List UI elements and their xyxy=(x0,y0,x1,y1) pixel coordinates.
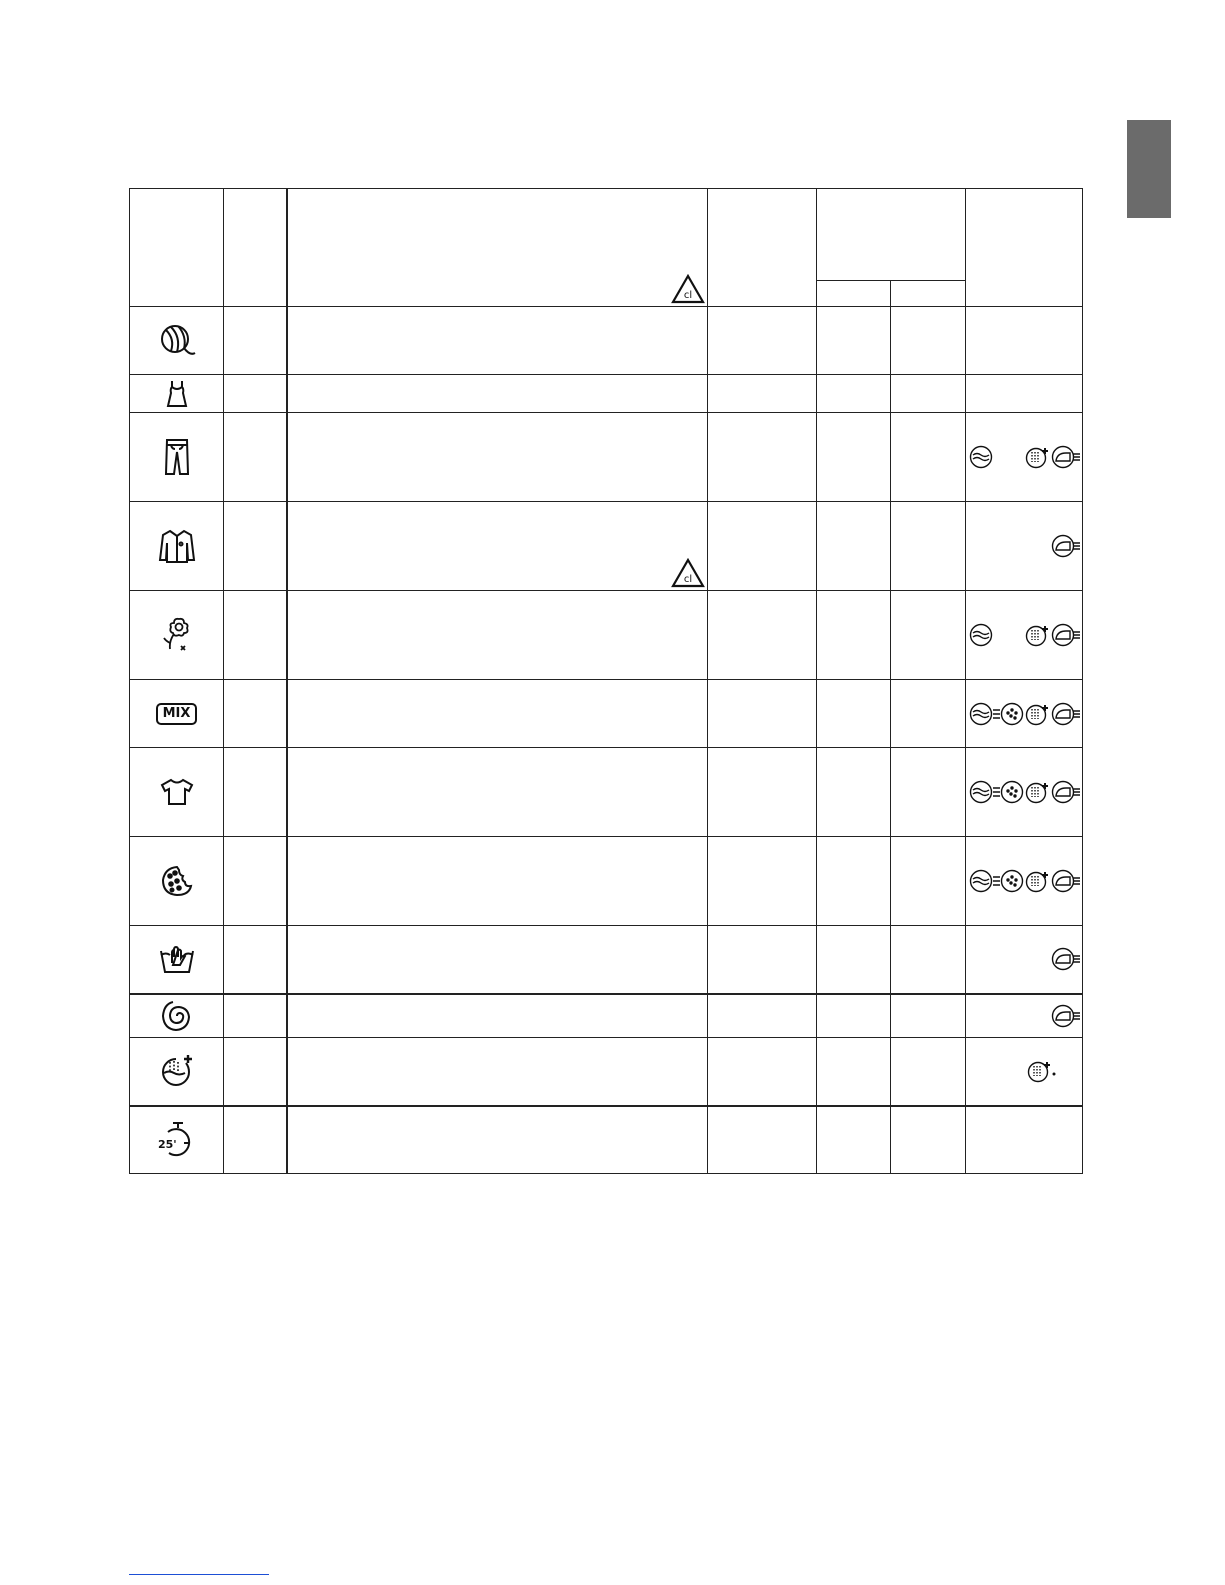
options-cell xyxy=(966,680,1083,748)
load-cell xyxy=(708,926,817,994)
description-cell xyxy=(287,926,708,994)
temp-cell xyxy=(224,1106,287,1174)
extra-rinse-icon xyxy=(1027,1059,1057,1083)
detergent-prewash-cell xyxy=(817,502,891,591)
extra-rinse-icon xyxy=(1025,623,1049,647)
rinse-plus-icon xyxy=(158,1053,196,1089)
detergent-main-cell xyxy=(891,502,966,591)
stain-icon xyxy=(159,864,195,898)
program-cell xyxy=(130,375,224,413)
detergent-main-cell xyxy=(891,1106,966,1174)
header-cell-description xyxy=(287,189,708,307)
options-cell xyxy=(966,926,1083,994)
table-header-row xyxy=(130,189,1083,281)
description-cell xyxy=(287,680,708,748)
options-cell xyxy=(966,837,1083,926)
extra-rinse-icon xyxy=(1025,869,1049,893)
temp-cell xyxy=(224,502,287,591)
easy-iron-icon xyxy=(1051,1004,1081,1028)
table-row xyxy=(130,994,1083,1038)
extra-rinse-icon xyxy=(1025,445,1049,469)
table-row xyxy=(130,926,1083,994)
temp-cell xyxy=(224,837,287,926)
detergent-prewash-cell xyxy=(817,680,891,748)
table-row xyxy=(130,502,1083,591)
mix-icon: MIX xyxy=(156,703,198,725)
wash-program-table xyxy=(129,188,1083,1174)
temp-cell xyxy=(224,413,287,502)
description-cell xyxy=(287,1106,708,1174)
wave-option-icon xyxy=(969,869,993,893)
detergent-prewash-cell xyxy=(817,413,891,502)
table-row xyxy=(130,748,1083,837)
detergent-main-cell xyxy=(891,375,966,413)
load-cell xyxy=(708,502,817,591)
wave-option-icon xyxy=(969,702,993,726)
prewash-icon xyxy=(992,780,1024,804)
header-cell-temperature xyxy=(224,189,287,307)
detergent-prewash-cell xyxy=(817,1038,891,1106)
program-cell xyxy=(130,1038,224,1106)
description-cell xyxy=(287,748,708,837)
extra-rinse-icon xyxy=(1025,780,1049,804)
easy-iron-icon xyxy=(1051,702,1081,726)
wave-option-icon xyxy=(969,623,993,647)
description-cell xyxy=(287,502,708,591)
detergent-main-cell xyxy=(891,591,966,680)
temp-cell xyxy=(224,591,287,680)
table-row xyxy=(130,680,1083,748)
table-row xyxy=(130,375,1083,413)
detergent-prewash-cell xyxy=(817,748,891,837)
options-cell xyxy=(966,1038,1083,1106)
detergent-main-cell xyxy=(891,680,966,748)
description-cell xyxy=(287,837,708,926)
description-cell xyxy=(287,413,708,502)
detergent-main-cell xyxy=(891,994,966,1038)
load-cell xyxy=(708,307,817,375)
hand-wash-icon xyxy=(158,943,196,975)
program-cell xyxy=(130,926,224,994)
program-cell xyxy=(130,837,224,926)
program-cell xyxy=(130,994,224,1038)
program-cell xyxy=(130,502,224,591)
jeans-icon xyxy=(163,437,191,477)
svg-text:25': 25' xyxy=(157,1137,177,1151)
program-cell xyxy=(130,680,224,748)
temp-cell xyxy=(224,307,287,375)
description-cell xyxy=(287,1038,708,1106)
program-cell xyxy=(130,1106,224,1174)
detergent-prewash-cell xyxy=(817,307,891,375)
options-cell xyxy=(966,375,1083,413)
detergent-prewash-cell xyxy=(817,926,891,994)
options-cell xyxy=(966,748,1083,837)
temp-cell xyxy=(224,680,287,748)
temp-cell xyxy=(224,994,287,1038)
load-cell xyxy=(708,837,817,926)
temp-cell xyxy=(224,748,287,837)
prewash-icon xyxy=(992,869,1024,893)
detergent-prewash-cell xyxy=(817,375,891,413)
table-row xyxy=(130,591,1083,680)
header-cell-detergent-prewash xyxy=(817,281,891,307)
program-cell xyxy=(130,591,224,680)
table-row xyxy=(130,413,1083,502)
chlorine-warning-icon xyxy=(671,274,705,304)
header-cell-options xyxy=(966,189,1083,307)
extra-rinse-icon xyxy=(1025,702,1049,726)
svg-text:cl: cl xyxy=(683,574,693,585)
easy-iron-icon xyxy=(1051,534,1081,558)
temp-cell xyxy=(224,1038,287,1106)
header-cell-detergent xyxy=(817,189,966,281)
detergent-main-cell xyxy=(891,413,966,502)
easy-iron-icon xyxy=(1051,623,1081,647)
table-row xyxy=(130,1106,1083,1174)
flower-delicate-icon xyxy=(157,615,197,655)
load-cell xyxy=(708,375,817,413)
load-cell xyxy=(708,1106,817,1174)
program-cell xyxy=(130,413,224,502)
chlorine-warning-icon xyxy=(671,558,705,588)
wave-option-icon xyxy=(969,445,993,469)
options-cell xyxy=(966,502,1083,591)
tshirt-icon xyxy=(160,777,194,807)
load-cell xyxy=(708,680,817,748)
table-row xyxy=(130,307,1083,375)
options-cell xyxy=(966,307,1083,375)
options-cell xyxy=(966,994,1083,1038)
detergent-prewash-cell xyxy=(817,837,891,926)
description-cell xyxy=(287,994,708,1038)
footer-link-underline[interactable] xyxy=(129,1574,269,1575)
load-cell xyxy=(708,413,817,502)
load-cell xyxy=(708,591,817,680)
dress-icon xyxy=(165,379,189,409)
load-cell xyxy=(708,1038,817,1106)
detergent-prewash-cell xyxy=(817,1106,891,1174)
temp-cell xyxy=(224,375,287,413)
load-cell xyxy=(708,994,817,1038)
wave-option-icon xyxy=(969,780,993,804)
load-cell xyxy=(708,748,817,837)
description-cell xyxy=(287,375,708,413)
detergent-main-cell xyxy=(891,837,966,926)
detergent-main-cell xyxy=(891,926,966,994)
options-cell xyxy=(966,591,1083,680)
rapid-25-icon xyxy=(157,1121,197,1159)
description-cell xyxy=(287,591,708,680)
wool-ball-icon xyxy=(157,321,197,361)
shirt-icon xyxy=(158,528,196,564)
easy-iron-icon xyxy=(1051,780,1081,804)
description-cell xyxy=(287,307,708,375)
detergent-main-cell xyxy=(891,748,966,837)
detergent-prewash-cell xyxy=(817,591,891,680)
temp-cell xyxy=(224,926,287,994)
options-cell xyxy=(966,1106,1083,1174)
easy-iron-icon xyxy=(1051,947,1081,971)
table-row xyxy=(130,837,1083,926)
detergent-main-cell xyxy=(891,307,966,375)
spin-icon xyxy=(159,998,195,1034)
table-row xyxy=(130,1038,1083,1106)
options-cell xyxy=(966,413,1083,502)
detergent-prewash-cell xyxy=(817,994,891,1038)
program-cell xyxy=(130,307,224,375)
header-cell-program xyxy=(130,189,224,307)
easy-iron-icon xyxy=(1051,869,1081,893)
easy-iron-icon xyxy=(1051,445,1081,469)
svg-text:cl: cl xyxy=(683,290,693,301)
prewash-icon xyxy=(992,702,1024,726)
detergent-main-cell xyxy=(891,1038,966,1106)
program-cell xyxy=(130,748,224,837)
header-cell-max-load xyxy=(708,189,817,307)
header-cell-detergent-main xyxy=(891,281,966,307)
language-tab xyxy=(1127,120,1171,218)
